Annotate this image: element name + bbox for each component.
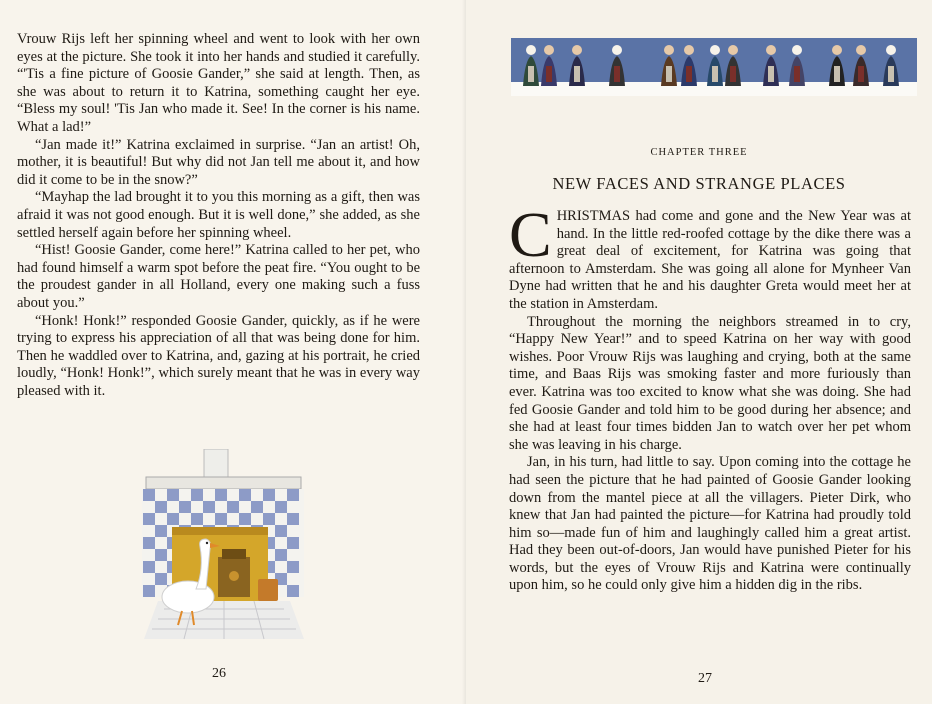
tile	[167, 489, 179, 501]
mantel-shelf	[146, 477, 301, 489]
tile	[215, 489, 227, 501]
right-page-text	[509, 199, 911, 595]
tile	[143, 585, 155, 597]
dutch-villagers-banner	[511, 38, 917, 96]
tile	[275, 525, 287, 537]
tile	[239, 513, 251, 525]
goose-fireplace-illustration	[134, 449, 309, 654]
paragraph: “Honk! Honk!” responded Goosie Gander, quickly, as if he were trying to express his appreciation of all that was being done for him. Then he waddled over to Katrina, and, gazing at his portrait, he cried loudly, “Honk! Honk!”, which surely meant that he was in every way pleased with it.	[17, 312, 420, 399]
tile	[155, 549, 167, 561]
tile	[287, 561, 299, 573]
tile	[275, 501, 287, 513]
tile	[287, 537, 299, 549]
tile	[143, 537, 155, 549]
paragraph-text: HRISTMAS had come and gone and the New Year was at hand. In the little red-roofed cottage by the dike there was a great deal of excitement, for Katrina was going that afternoon to Amsterdam. She was going all alone for Mynheer Van Dyne had written that he and his daughter Greta would meet her at the station in Amsterdam.	[509, 208, 911, 312]
tile	[143, 513, 155, 525]
tile	[191, 489, 203, 501]
page-number: 26	[212, 666, 226, 681]
paragraph: Throughout the morning the neighbors streamed in to cry, “Happy New Year!” and to speed Katrina on her way with good wishes. Poor Vrouw Rijs was laughing and crying, both at the same time, and Baas Rijs was smoking faster and more furiously than ever. Katrina was too excited to know what she was doing. She had fed Goosie Gander and told him to be good during her absence; and she had at least four times bidden Jan to watch over her pet whom she was leaving in his charge.	[509, 313, 911, 453]
tile	[215, 513, 227, 525]
paragraph: “Hist! Goosie Gander, come here!” Katrina called to her pet, who had found himself a warm spot before the peat fire. “You ought to be the proudest gander in all Holland, every one making such a fuss about you.”	[17, 242, 420, 311]
chapter-label: CHAPTER THREE	[650, 147, 748, 158]
tile	[263, 489, 275, 501]
tile	[287, 513, 299, 525]
tile	[287, 489, 299, 501]
tile	[155, 573, 167, 585]
tile	[143, 561, 155, 573]
page-number: 27	[698, 671, 712, 686]
chimney	[204, 449, 228, 479]
tile	[167, 513, 179, 525]
tile	[227, 501, 239, 513]
tile	[275, 549, 287, 561]
drop-cap: C	[509, 199, 552, 270]
paragraph: “Jan made it!” Katrina exclaimed in surprise. “Jan an artist! Oh, mother, it is beautiful! But why did not Jan tell me about it, and how did it come to be in the snow?”	[17, 136, 420, 188]
tile	[155, 501, 167, 513]
tile	[179, 501, 191, 513]
tile	[191, 513, 203, 525]
chapter-title: NEW FACES AND STRANGE PLACES	[552, 174, 846, 193]
tile	[143, 489, 155, 501]
pail	[258, 579, 278, 601]
tile	[263, 513, 275, 525]
paragraph: Vrouw Rijs left her spinning wheel and went to look with her own eyes at the picture. She took it into her hands and studied it carefully. “'Tis a fine picture of Goosie Gander,” she said at length. Then, as she was about to return it to Katrina, something caught her eye. “Bless my soul! 'Tis Jan who made it. See! In the corner is his name. What a lad!”	[17, 31, 420, 135]
tile	[239, 489, 251, 501]
tile	[287, 585, 299, 597]
paragraph: “Mayhap the lad brought it to you this morning as a gift, then was afraid it was not good enough. But it is well done,” she added, as she settled herself again before her spinning wheel.	[17, 189, 420, 241]
left-page-text	[17, 31, 420, 400]
paragraph: Jan, in his turn, had little to say. Upon coming into the cottage he had seen the picture that he had painted of Goosie Gander looking down from the mantel piece at all the villagers. Pieter Dirk, who knew that Jan had painted the picture—for Katrina had proudly told him so—made fun of him and laughingly called him a great artist. Had they been out-of-doors, Jan would have punished Pieter for his words, but the eyes of Vrouw Rijs and Katrina were continually upon him, so he could only give him a hidden dig in the ribs.	[509, 454, 911, 594]
right-page	[466, 0, 932, 704]
paragraph	[509, 199, 911, 314]
tile	[251, 501, 263, 513]
tile	[155, 525, 167, 537]
tile	[203, 501, 215, 513]
